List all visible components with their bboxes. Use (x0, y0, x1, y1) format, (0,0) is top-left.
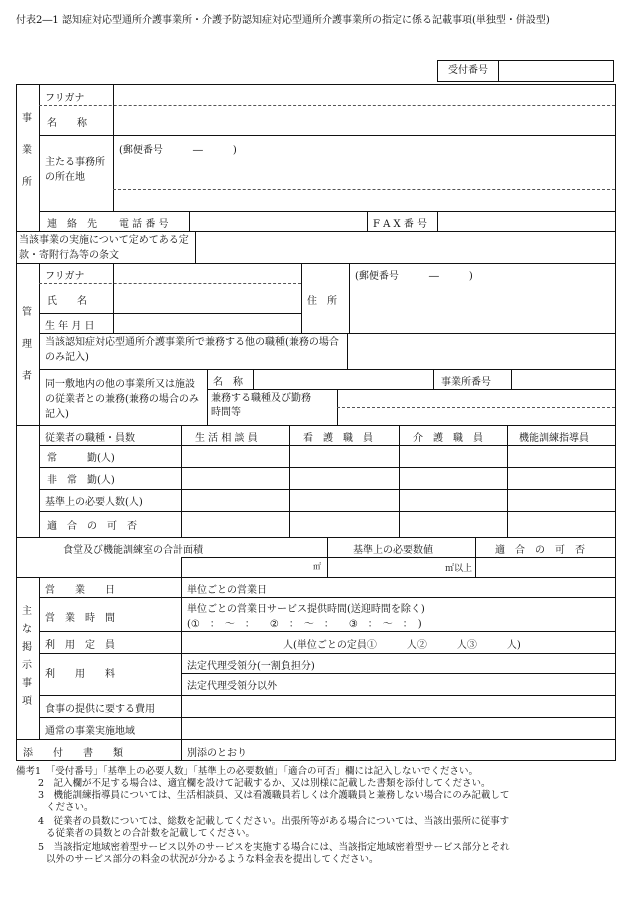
office-address-label: 主たる事務所の所在地 (45, 157, 105, 183)
note-5-cont: 以外のサービス部分の料金の状況が分かるような料金表を提出してください。 (46, 854, 379, 865)
section-main-label: 主 な 掲 示 事 項 (22, 606, 32, 707)
office-name-label: 名 称 (47, 118, 87, 129)
business-days-value: 単位ごとの営業日 (187, 585, 267, 596)
manager-address-label: 住 所 (307, 296, 337, 307)
office-postal: (郵便番号 ― ) (119, 145, 237, 156)
reception-label: 受付番号 (438, 61, 499, 81)
area-required-unit: ㎡以上 (445, 564, 473, 574)
manager-other-site-label: 同一敷地内の他の事業所又は施設の従業者との兼務(兼務の場合のみ記入) (45, 379, 199, 420)
form-table (16, 84, 616, 761)
staff-col-caregiver: 介 護 職 員 (413, 433, 483, 444)
reception-box (437, 60, 614, 82)
note-2: 2 記入欄が不足する場合は、適宜欄を設けて記載するか、又は別様に記載した書類を添付してください。 (38, 778, 491, 789)
capacity-value: 人(単位ごとの定員① 人② 人③ 人) (283, 640, 521, 651)
business-days-label: 営 業 日 (45, 585, 115, 596)
staff-header: 従業者の職種・員数 (45, 433, 135, 444)
form-title-text: 認知症対応型通所介護事業所・介護予防認知症対応型通所介護事業所の指定に係る記載事項(単独型・併設型) (62, 15, 550, 26)
site-name-label: 名 称 (213, 377, 243, 388)
note-1: 備考1 「受付番号」「基準上の必要人数」「基準上の必要数値」「適合の可否」欄には記入しないでください。 (16, 766, 479, 777)
site-job-label: 兼務する職種及び勤務時間等 (211, 393, 311, 418)
fee-value2: 法定代理受領分以外 (187, 681, 277, 692)
area-fit-label: 適 合 の 可 否 (495, 545, 585, 556)
office-phone-label: 電 話 番 号 (119, 219, 169, 230)
manager-postal: (郵便番号 ― ) (355, 271, 473, 282)
area-unit: ㎡ (313, 562, 321, 571)
business-hours-value1: 単位ごとの営業日サービス提供時間(送迎時間を除く) (187, 604, 425, 615)
manager-name-label: 氏 名 (47, 296, 87, 307)
staff-row-parttime: 非 常 勤(人) (47, 475, 115, 486)
fee-label: 利 用 料 (45, 669, 115, 680)
staff-row-required: 基準上の必要人数(人) (45, 497, 143, 508)
form-number: 付表2―1 (16, 15, 59, 26)
capacity-label: 利 用 定 員 (45, 640, 115, 651)
section-manager-label: 管 理 者 (22, 307, 32, 382)
meal-cost-label: 食事の提供に要する費用 (45, 704, 155, 715)
manager-birth-label: 生 年 月 日 (45, 321, 95, 332)
fee-value1: 法定代理受領分(一割負担分) (187, 661, 315, 672)
note-5: 5 当該指定地域密着型サービス以外のサービスを実施する場合には、当該指定地域密着型サービス部分とそれ (38, 842, 510, 853)
staff-col-trainer: 機能訓練指導員 (519, 433, 589, 444)
section-office-label: 事 業 所 (22, 113, 32, 188)
area-label: 食堂及び機能訓練室の合計面積 (63, 545, 203, 556)
staff-col-nurse: 看 護 職 員 (303, 433, 373, 444)
note-4: 4 従業者の員数については、総数を記載してください。出張所等がある場合については、当該出張所に従事す (38, 816, 510, 827)
business-hours-label: 営 業 時 間 (45, 613, 115, 624)
articles-label: 当該事業の実施について定めてある定款・寄附行為等の条文 (19, 235, 189, 261)
note-3-cont: ください。 (46, 802, 94, 813)
staff-row-fit: 適 合 の 可 否 (47, 521, 137, 532)
attachments-label: 添 付 書 類 (23, 748, 123, 759)
site-number-label: 事業所番号 (441, 377, 491, 388)
reception-number-field[interactable] (499, 61, 613, 81)
office-contact-label: 連 絡 先 (47, 219, 97, 230)
note-4-cont: る従業者の員数との合計数を記載してください。 (46, 828, 256, 839)
staff-row-fulltime: 常 勤(人) (47, 453, 115, 464)
manager-other-job-label: 当該認知症対応型通所介護事業所で兼務する他の職種(兼務の場合のみ記入) (45, 337, 339, 363)
area-required-label: 基準上の必要数値 (353, 545, 433, 556)
attachments-value: 別添のとおり (187, 748, 247, 759)
business-hours-value2: (① ： ～ ： ② ： ～ ： ③ ： ～ ： ) (187, 619, 422, 630)
staff-col-counselor: 生 活 相 談 員 (195, 433, 258, 444)
note-3: 3 機能訓練指導員については、生活相談員、又は看護職員若しくは介護職員と兼務しない場合にのみ記載して (38, 790, 510, 801)
service-area-label: 通常の事業実施地域 (45, 726, 135, 737)
manager-furigana-label: フリガナ (45, 271, 85, 282)
office-furigana-label: フリガナ (45, 93, 85, 104)
office-fax-label: F A X 番 号 (373, 219, 427, 230)
